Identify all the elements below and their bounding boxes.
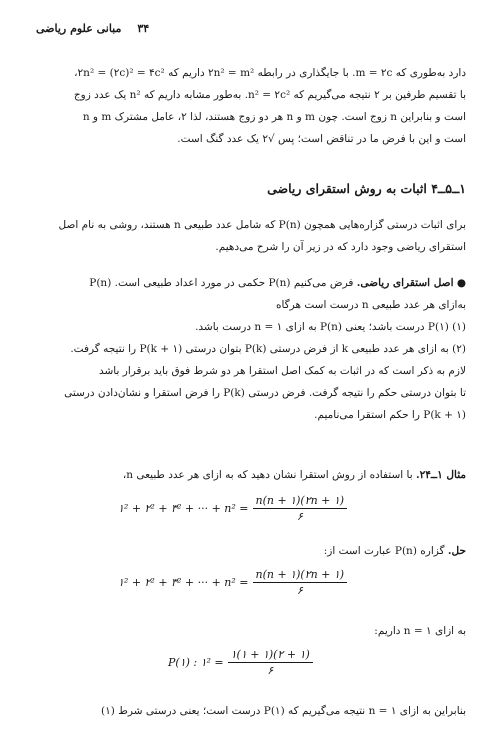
solution-text: گزاره P(n) عبارت است از: [323, 545, 445, 557]
formula-fraction [253, 568, 348, 597]
condition-1: (۱) P(۱) درست باشد؛ یعنی P(n) به ازای n = ۱ درست باشد. [195, 321, 466, 333]
principle-line: ● اصل استقرای ریاضی. فرض می‌کنیم P(n) حکمی در مورد اعداد طبیعی است. P(n) [89, 277, 466, 289]
text-line: بنابراین به ازای n = ۱ نتیجه می‌گیریم که P(۱) درست است؛ یعنی درستی شرط (۱) [101, 705, 466, 717]
text-line: دارد به‌طوری که m = ۲c. با جایگذاری در رابطه ۲n² = m² داریم که ۲n² = (۲c)² = ۴c²، [74, 67, 466, 79]
base-case-text: به ازای n = ۱ داریم: [374, 625, 466, 637]
text-line: با تقسیم طرفین بر ۲ نتیجه می‌گیریم که n² = ۲c². به‌طور مشابه داریم که n² یک عدد زوج [73, 89, 466, 101]
example-formula [118, 494, 351, 523]
formula-denominator: ۶ [296, 584, 303, 597]
solution-label: حل. [447, 545, 466, 557]
formula-fraction [253, 494, 348, 523]
solution-formula [118, 568, 351, 597]
formula-numerator: ۱(۱ + ۱)(۲ + ۱) [228, 648, 313, 663]
formula-lhs: ۱² + ۲² + ۳² + ··· + n² = [118, 576, 249, 589]
formula-fraction [228, 648, 313, 677]
text-line: است و بنابراین n زوج است. چون m و n هر دو زوج هستند، لذا ۲، عامل مشترک m و n [82, 111, 466, 123]
example-statement [36, 464, 466, 486]
formula-lhs: P(۱) : ۱² = [168, 656, 224, 669]
text-line: برای اثبات درستی گزاره‌هایی همچون P(n) که شامل عدد طبیعی n هستند، روشی به نام اصل [58, 219, 466, 231]
formula-denominator: ۶ [296, 510, 303, 523]
text-line: تا بتوان درستی حکم را نتیجه گرفت. فرض درستی P(k) را فرض استقرا و نشان‌دادن درستی [64, 387, 466, 399]
section-heading: ۱ــ۵ــ۴ اثبات به روش استقرای ریاضی [267, 181, 466, 196]
example-label: مثال ۱ــ۲۴. [415, 469, 466, 481]
condition-2: (۲) به ازای هر عدد طبیعی k از فرض درستی P(k) بتوان درستی P(k + ۱) را نتیجه گرفت. [70, 343, 466, 355]
text-line: لازم به ذکر است که در اثبات به کمک اصل استقرا هر دو شرط فوق باید برقرار باشد [99, 365, 466, 377]
base-case-formula [168, 648, 317, 677]
text-line: است و این با فرض ما در تناقض است؛ پس √۲ یک عدد گنگ است. [177, 133, 466, 145]
page-number: ۳۴ [137, 22, 150, 35]
text-line: P(k + ۱) را حکم استقرا می‌نامیم. [314, 409, 466, 421]
text-line: به‌ازای هر عدد طبیعی n درست است هرگاه [275, 299, 466, 311]
base-case-statement [36, 620, 466, 642]
paragraph-proof-end [36, 62, 466, 150]
paragraph-intro [36, 214, 466, 258]
page-header [36, 22, 463, 35]
paragraph-principle [36, 272, 466, 426]
formula-denominator: ۶ [267, 664, 274, 677]
running-title: مبانی علوم ریاضی [36, 22, 122, 35]
formula-lhs: ۱² + ۲² + ۳² + ··· + n² = [118, 502, 249, 515]
principle-text: فرض می‌کنیم P(n) حکمی در مورد اعداد طبیعی است. P(n) [89, 277, 354, 289]
principle-title: اصل استقرای ریاضی. [356, 277, 454, 289]
formula-numerator: n(n + ۱)(۲n + ۱) [253, 494, 348, 509]
text-line: استقرای ریاضی وجود دارد که در زیر آن را شرح می‌دهیم. [215, 241, 466, 253]
example-text: با استفاده از روش استقرا نشان دهید که به ازای هر عدد طبیعی n، [122, 469, 413, 481]
conclusion-paragraph [36, 700, 466, 722]
formula-numerator: n(n + ۱)(۲n + ۱) [253, 568, 348, 583]
solution-statement [36, 540, 466, 562]
